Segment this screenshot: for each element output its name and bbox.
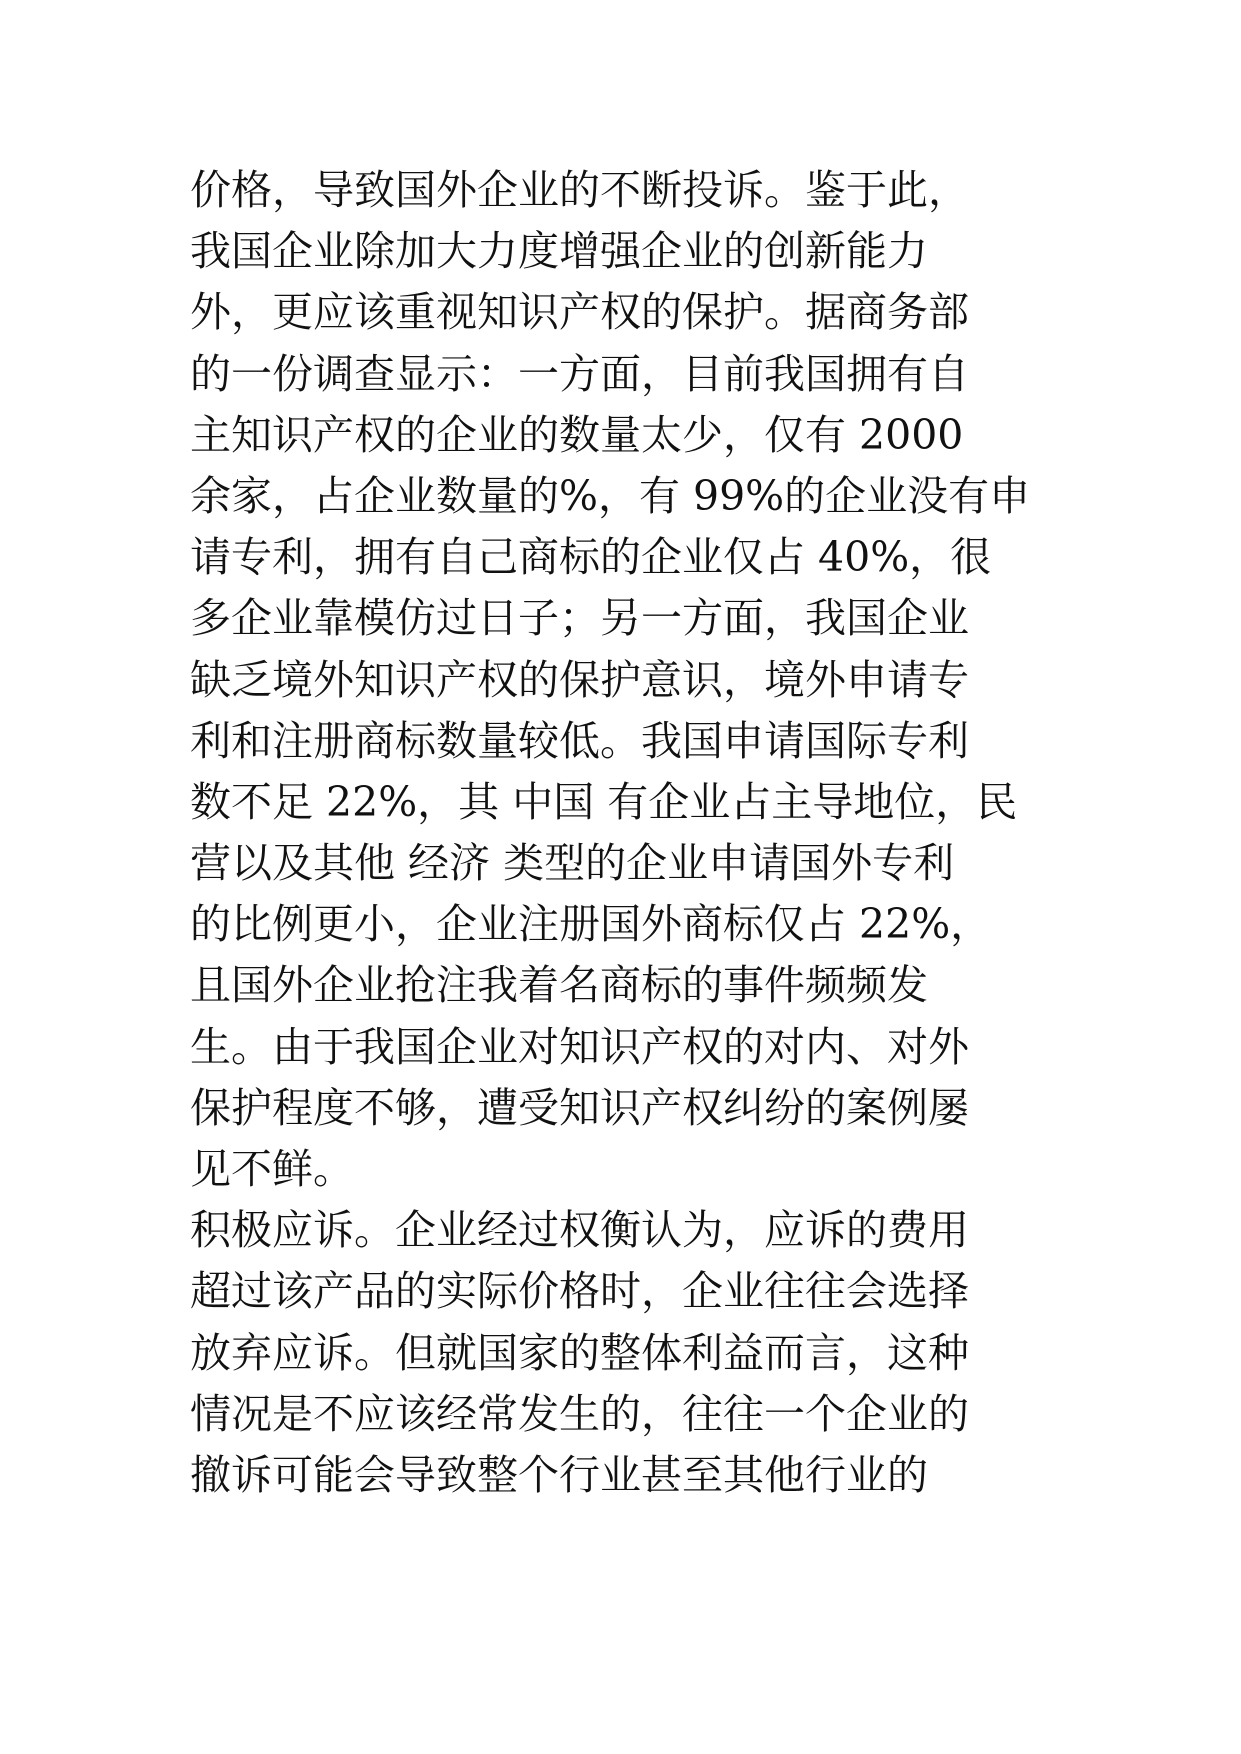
text-line: 撤诉可能会导致整个行业甚至其他行业的	[190, 1450, 928, 1499]
text-line: 的一份调查显示：一方面，目前我国拥有自	[190, 349, 969, 398]
body-text	[190, 160, 1090, 1506]
text-line: 营以及其他 经济 类型的企业申请国外专利	[190, 839, 955, 888]
text-line: 且国外企业抢注我着名商标的事件频频发	[190, 961, 928, 1010]
text-line: 我国企业除加大力度增强企业的创新能力	[190, 227, 928, 276]
text-line: 数不足 22%，其 中国 有企业占主导地位，民	[190, 777, 1018, 826]
text-line: 缺乏境外知识产权的保护意识，境外申请专	[190, 655, 969, 704]
text-line: 放弃应诉。但就国家的整体利益而言，这种	[190, 1328, 969, 1377]
text-line: 请专利，拥有自己商标的企业仅占 40%，很	[190, 533, 992, 582]
text-line: 外，更应该重视知识产权的保护。据商务部	[190, 288, 969, 337]
text-line: 情况是不应该经常发生的，往往一个企业的	[190, 1389, 969, 1438]
text-line: 主知识产权的企业的数量太少，仅有 2000	[190, 410, 964, 459]
text-line: 多企业靠模仿过日子；另一方面，我国企业	[190, 594, 969, 643]
text-line: 保护程度不够，遭受知识产权纠纷的案例屡	[190, 1083, 969, 1132]
text-line: 积极应诉。企业经过权衡认为，应诉的费用	[190, 1206, 969, 1255]
text-line: 余家，占企业数量的%，有 99%的企业没有申	[190, 471, 1031, 520]
text-line: 超过该产品的实际价格时，企业往往会选择	[190, 1267, 969, 1316]
text-line: 价格，导致国外企业的不断投诉。鉴于此，	[190, 166, 969, 214]
text-line: 生。由于我国企业对知识产权的对内、对外	[190, 1022, 969, 1071]
text-line: 利和注册商标数量较低。我国申请国际专利	[190, 716, 969, 765]
text-line: 见不鲜。	[190, 1145, 354, 1193]
text-line: 的比例更小，企业注册国外商标仅占 22%，	[190, 900, 992, 949]
